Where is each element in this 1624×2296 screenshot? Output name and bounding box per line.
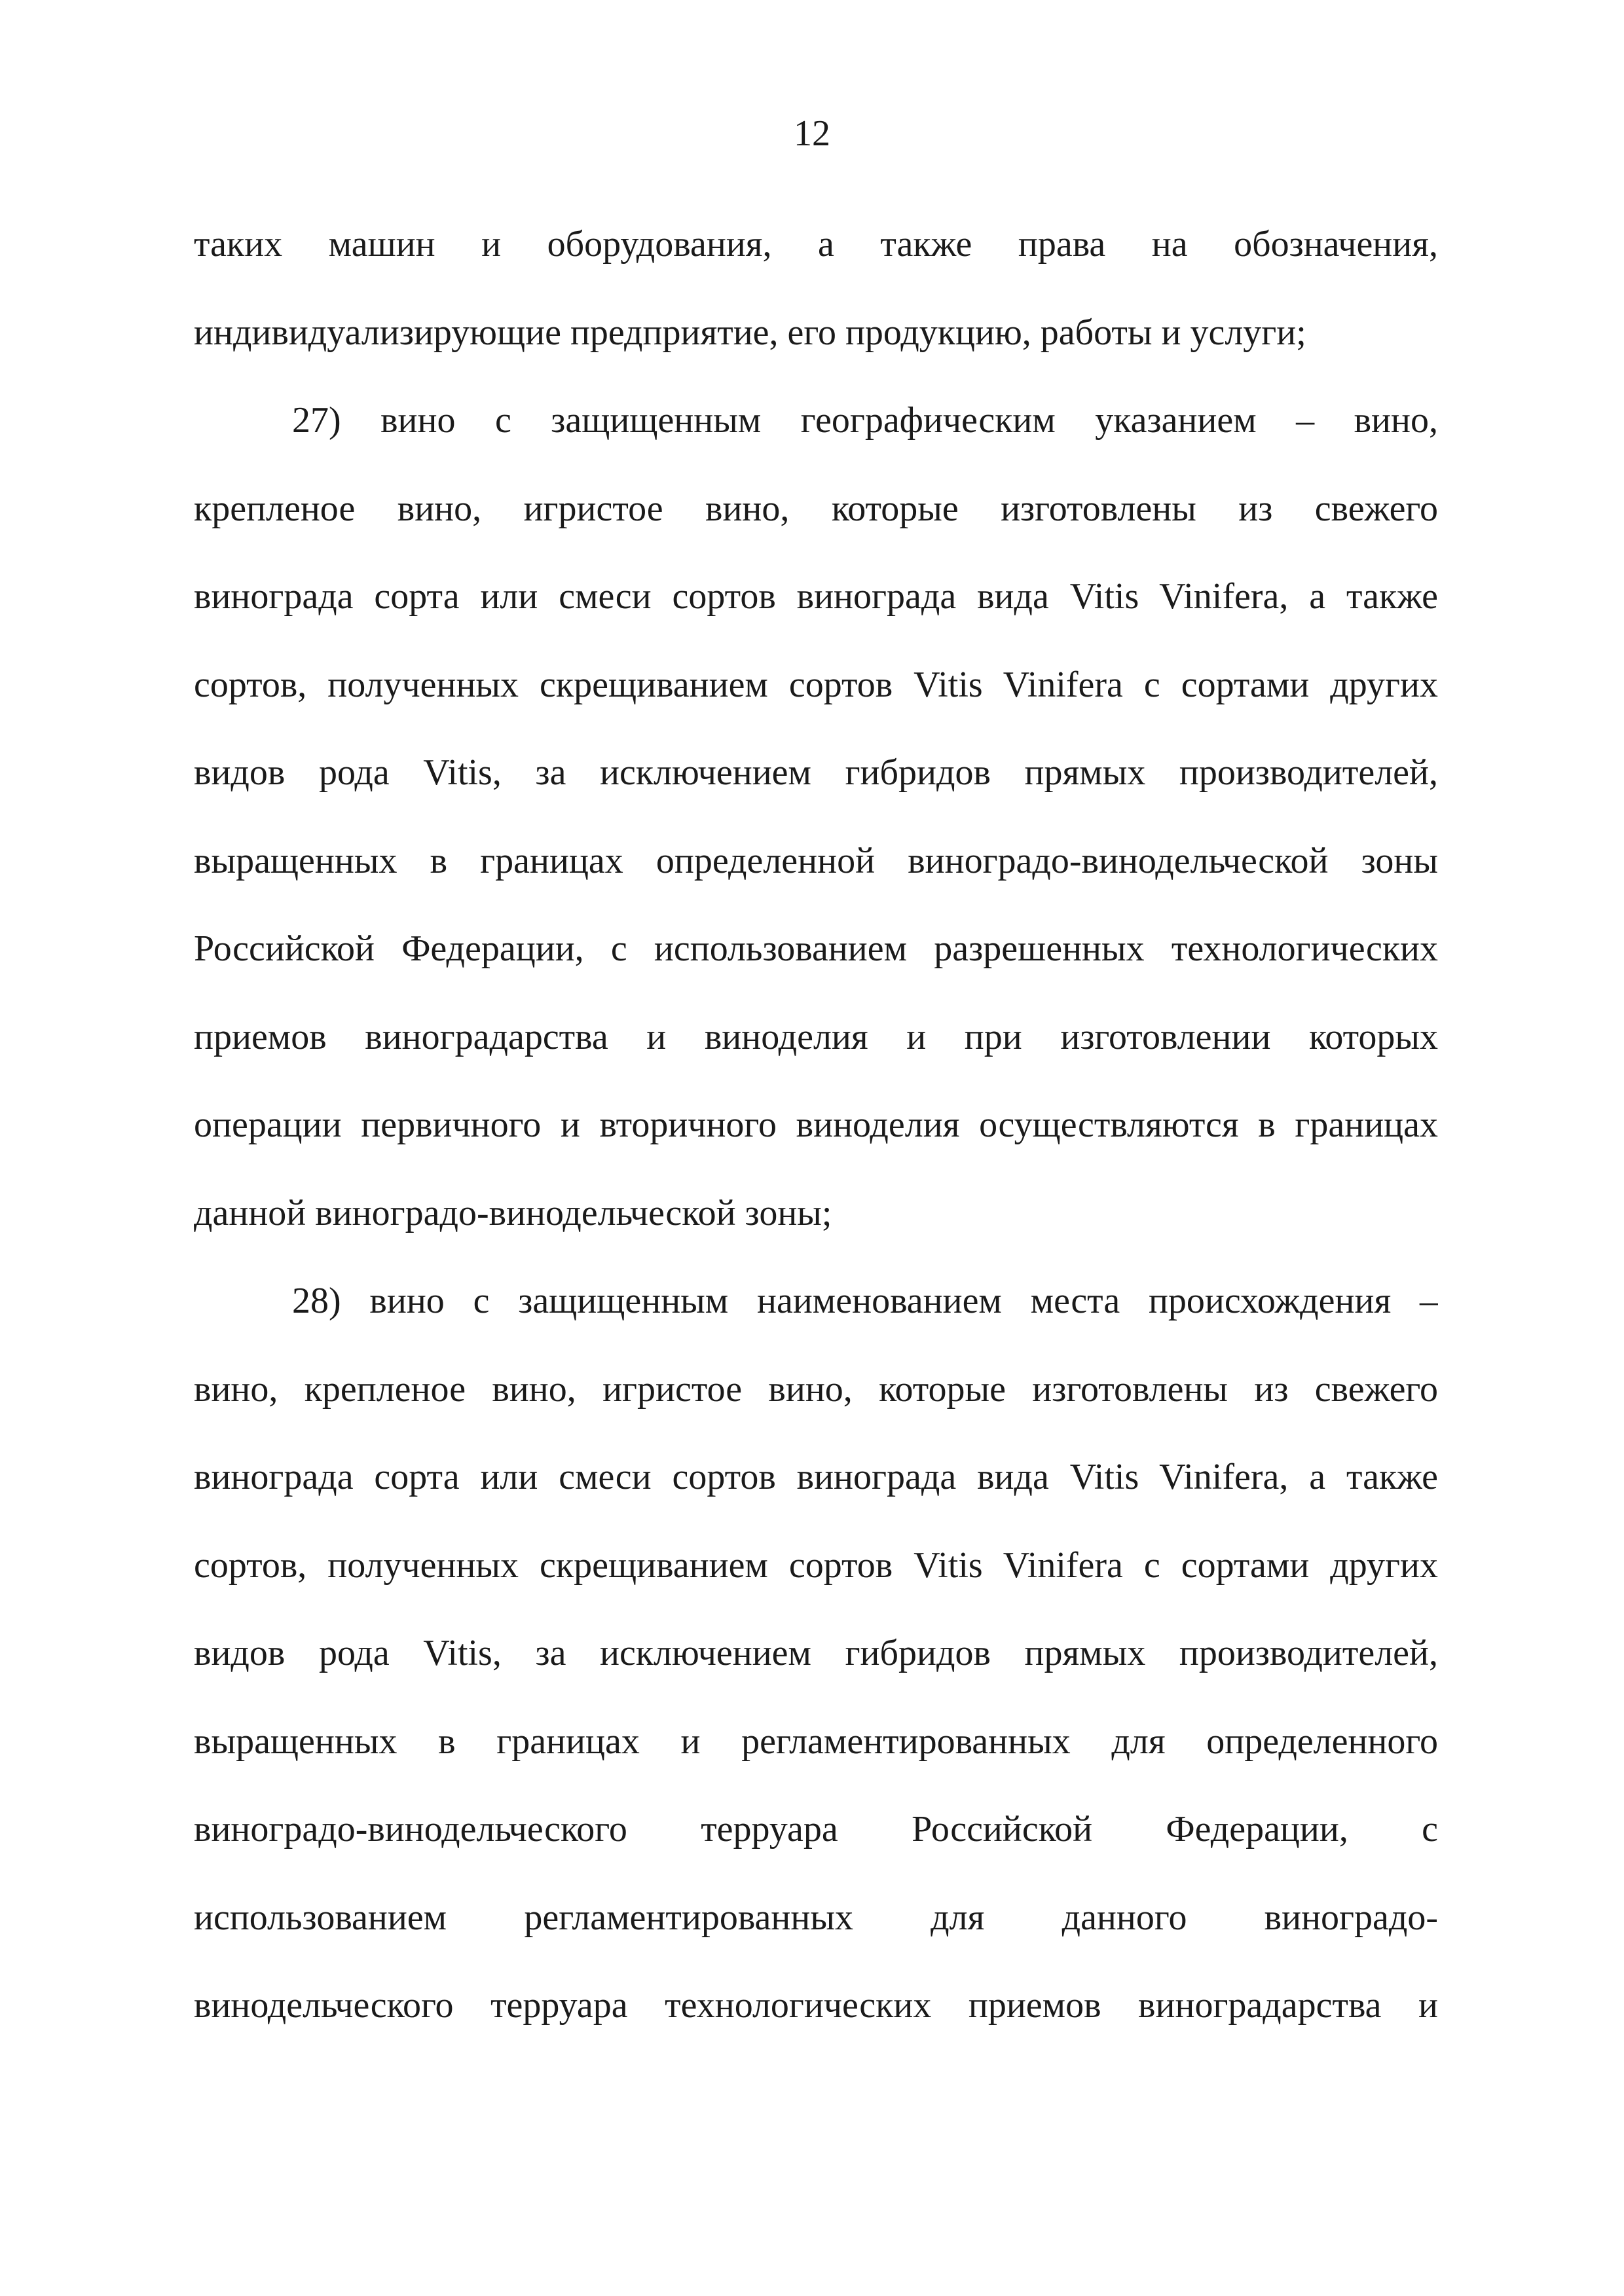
- paragraph-line: операции первичного и вторичного виноделия осуществляются в границах: [194, 1104, 1438, 1145]
- paragraph-line: винограда сорта или смеси сортов винограда вида Vitis Vinifera, а также: [194, 1457, 1438, 1497]
- paragraph-line: виноградо-винодельческого терруара Российской Федерации, с: [194, 1809, 1438, 1850]
- paragraph-line: винограда сорта или смеси сортов винограда вида Vitis Vinifera, а также: [194, 576, 1438, 617]
- paragraph-line: видов рода Vitis, за исключением гибридов прямых производителей,: [194, 752, 1438, 793]
- paragraph-line: выращенных в границах определенной виноградо-винодельческой зоны: [194, 840, 1438, 881]
- paragraph-line: винодельческого терруара технологических приемов виноградарства и: [194, 1985, 1438, 2026]
- paragraph-line: видов рода Vitis, за исключением гибридов прямых производителей,: [194, 1633, 1438, 1673]
- paragraph-line: сортов, полученных скрещиванием сортов Vitis Vinifera с сортами других: [194, 664, 1438, 705]
- paragraph-line: данной виноградо-винодельческой зоны;: [194, 1192, 832, 1233]
- item-27-first-line: 27) вино с защищенным географическим указанием – вино,: [292, 400, 1438, 441]
- paragraph-line: сортов, полученных скрещиванием сортов Vitis Vinifera с сортами других: [194, 1544, 1438, 1586]
- paragraph-line: Российской Федерации, с использованием разрешенных технологических: [194, 928, 1438, 969]
- page-number: 12: [794, 113, 830, 154]
- paragraph-line: использованием регламентированных для данного виноградо-: [194, 1897, 1438, 1938]
- paragraph-line: приемов виноградарства и виноделия и при изготовлении которых: [194, 1016, 1438, 1057]
- document-body: [194, 200, 1438, 2050]
- paragraph-line: крепленое вино, игристое вино, которые изготовлены из свежего: [194, 488, 1438, 529]
- item-28-first-line: 28) вино с защищенным наименованием места происхождения –: [292, 1281, 1438, 1321]
- paragraph-line: таких машин и оборудования, а также права на обозначения,: [194, 224, 1438, 264]
- paragraph-line: индивидуализирующие предприятие, его продукцию, работы и услуги;: [194, 312, 1306, 353]
- paragraph-line: вино, крепленое вино, игристое вино, которые изготовлены из свежего: [194, 1368, 1438, 1410]
- paragraph-line: выращенных в границах и регламентированных для определенного: [194, 1721, 1438, 1762]
